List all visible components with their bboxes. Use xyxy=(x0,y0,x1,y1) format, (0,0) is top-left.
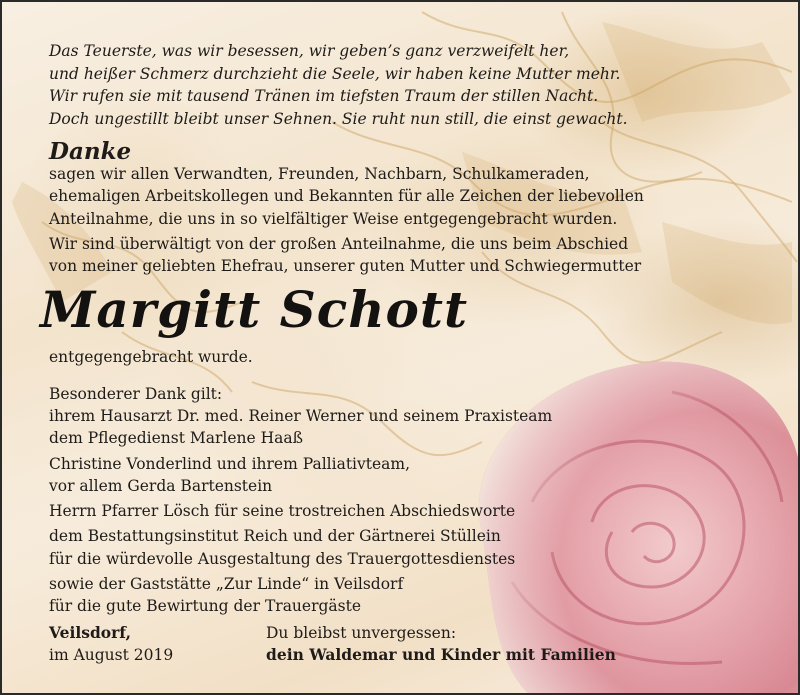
list-item: dem Bestattungsinstitut Reich und der Gärtnerei Stüllein xyxy=(49,527,501,546)
list-item: Herrn Pfarrer Lösch für seine trostreichen Abschiedsworte xyxy=(49,502,516,521)
poem-line: Wir rufen sie mit tausend Tränen im tiefsten Traum der stillen Nacht. xyxy=(49,87,599,105)
notice-content xyxy=(2,2,800,695)
received-line: entgegengebracht wurde. xyxy=(49,348,253,366)
farewell-line: Du bleibst unvergessen: xyxy=(266,624,457,642)
poem-line: Das Teuerste, was wir besessen, wir geben’s ganz verzweifelt her, xyxy=(49,42,570,60)
date: im August 2019 xyxy=(49,646,174,664)
poem-line: Doch ungestillt bleibt unser Sehnen. Sie ruht nun still, die einst gewacht. xyxy=(49,109,628,128)
special-thanks-intro: Besonderer Dank gilt: xyxy=(49,385,223,403)
place: Veilsdorf, xyxy=(49,623,132,642)
list-item: dem Pflegedienst Marlene Haaß xyxy=(49,429,303,448)
deceased-name: Margitt Schott xyxy=(40,280,469,339)
list-item: für die gute Bewirtung der Trauergäste xyxy=(49,597,362,616)
poem xyxy=(49,40,628,130)
signature-block xyxy=(266,622,616,666)
list-item: vor allem Gerda Bartenstein xyxy=(49,476,273,495)
list-item: für die würdevolle Ausgestaltung des Trauergottesdienstes xyxy=(49,549,516,568)
list-item: sowie der Gaststätte „Zur Linde“ in Veilsdorf xyxy=(49,575,404,594)
place-date xyxy=(49,622,173,666)
overwhelmed-line: von meiner geliebten Ehefrau, unserer guten Mutter und Schwiegermutter xyxy=(49,257,642,276)
poem-line: und heißer Schmerz durchzieht die Seele, wir haben keine Mutter mehr. xyxy=(49,64,621,83)
thanks-paragraph xyxy=(49,163,644,230)
list-item: Christine Vonderlind und ihrem Palliativteam, xyxy=(49,454,411,473)
thanks-line: sagen wir allen Verwandten, Freunden, Nachbarn, Schulkameraden, xyxy=(49,165,590,183)
thanks-line: Anteilnahme, die uns in so vielfältiger Weise entgegengebracht wurden. xyxy=(49,209,618,228)
list-item: ihrem Hausarzt Dr. med. Reiner Werner und seinem Praxisteam xyxy=(49,407,553,425)
overwhelmed-paragraph xyxy=(49,233,641,278)
signature: dein Waldemar und Kinder mit Familien xyxy=(266,645,616,664)
heading-danke: Danke xyxy=(49,138,132,165)
special-thanks-list xyxy=(49,405,552,618)
thanks-line: ehemaligen Arbeitskollegen und Bekannten für alle Zeichen der liebevollen xyxy=(49,187,644,206)
overwhelmed-line: Wir sind überwältigt von der großen Anteilnahme, die uns beim Abschied xyxy=(49,235,629,253)
